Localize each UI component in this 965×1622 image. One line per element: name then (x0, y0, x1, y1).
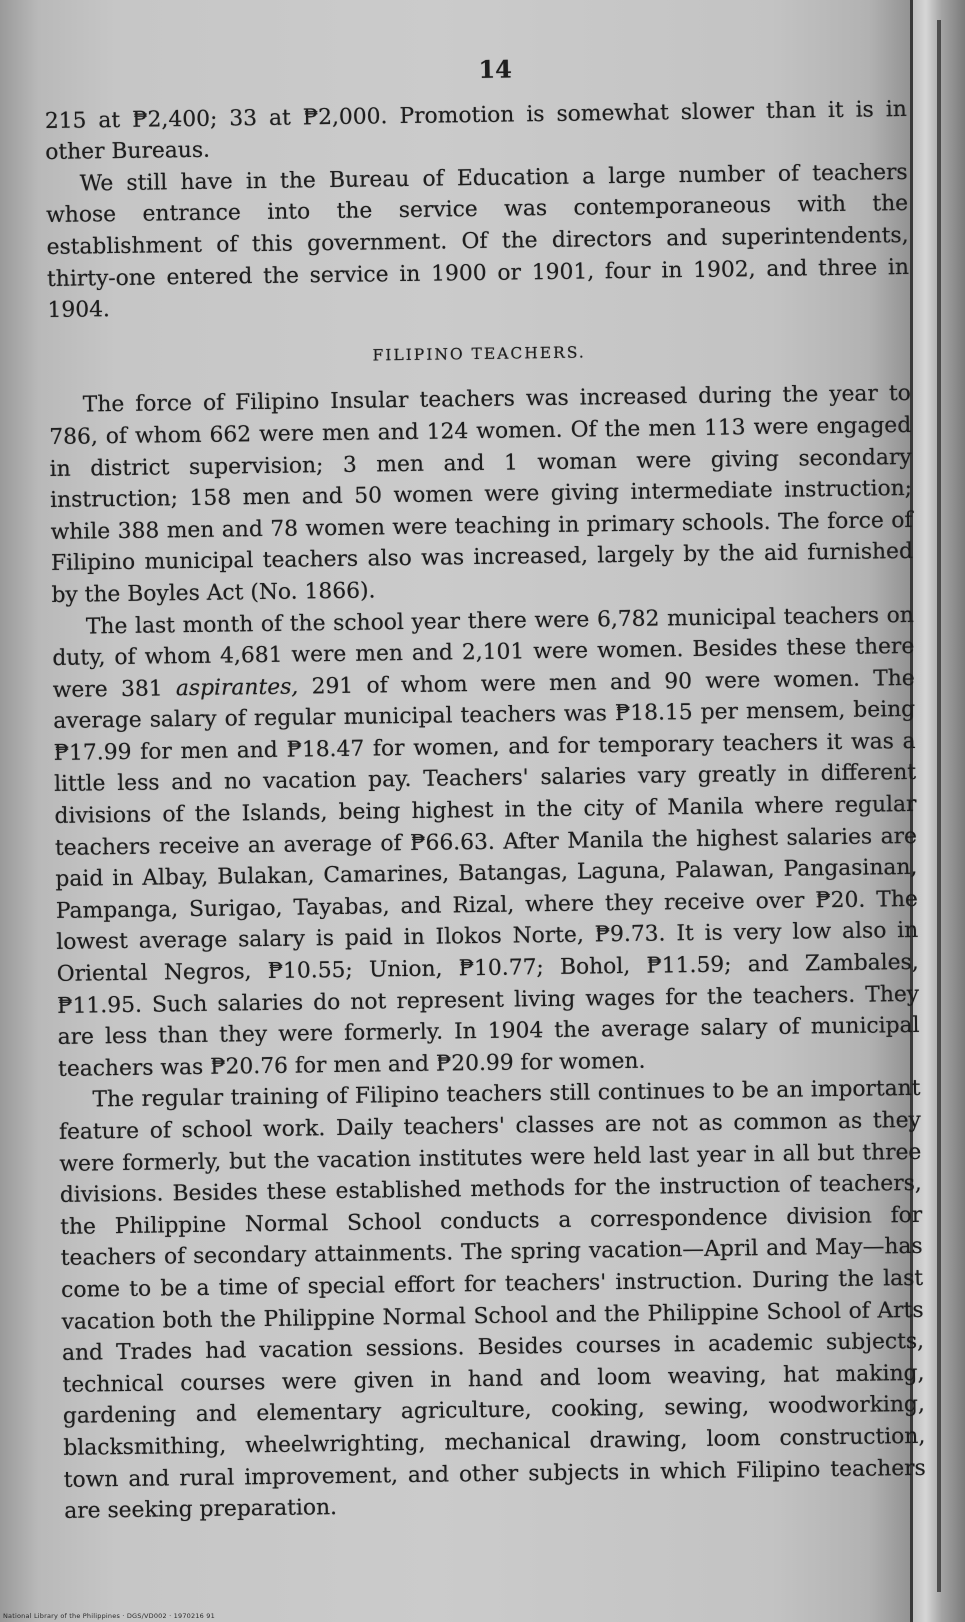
archive-footer-mark: National Library of the Philippines · DGS/VD002 · 1970216 91 (3, 1612, 215, 1620)
salaries-italic-term: aspirantes, (175, 674, 299, 701)
paragraph-teacher-force: The force of Filipino Insular teachers was increased during the year to 786, of whom 662 were men and 124 women. Of the men 113 were engaged in district supervision; 3 men and 1 woman were giving secondary instruction; 158 men and 50 women were giving intermediate instruction; while 388 men and 78 women were teaching in primary schools. The force of Filipino municipal teachers also was increased, largely by the aid furnished by the Boyles Act (No. 1866). (49, 381, 914, 608)
salaries-text-part-2: 291 of whom were men and 90 were women. The average salary of regular municipal teachers was ₱18.15 per mensem, being ₱17.99 for men and ₱18.47 for women, and for temporary teachers it was a little less and no vacation pay. Teachers' salaries vary greatly in different divisions of the Islands, being highest in the city of Manila where regular teachers receive an average of ₱66.63. After Manila the highest salaries are paid in Albay, Bulakan, Camarines, Batangas, Laguna, Palawan, Pangasinan, Pampanga, Surigao, Tayabas, and Rizal, where they receive over ₱20. The lowest average salary is paid in Ilokos Norte, ₱9.73. It is very low also in Oriental Negros, ₱10.55; Union, ₱10.77; Bohol, ₱11.59; and Zambales, ₱11.95. Such salaries do not represent living wages for the teachers. They are less than they were formerly. In 1904 the average salary of municipal teachers was ₱20.76 for men and ₱20.99 for women. (53, 665, 920, 1082)
paragraph-promotion: 215 at ₱2,400; 33 at ₱2,000. Promotion is somewhat slower than it is in other Bureaus. (44, 96, 907, 166)
paragraph-early-teachers: We still have in the Bureau of Education a large number of teachers whose entrance into the service was contemporaneous with the establishment of this government. Of the directors and superintendents, thirty-one entered the service in 1900 or 1901, four in 1902, and three in 1904. (46, 159, 910, 324)
section-heading: FILIPINO TEACHERS. (372, 343, 586, 365)
page-text-block (44, 48, 926, 1528)
paragraph-salaries (52, 599, 921, 1085)
salaries-text-part-1: The last month of the school year there were 6,782 municipal teachers on duty, of whom 4,681 were men and 2,101 were women. Besides these there were 381 (52, 602, 915, 703)
paragraph-training: The regular training of Filipino teachers still continues to be an important feature of school work. Daily teachers' classes are not as common as they were formerly, but the vacation institutes were held last year in all but three divisions. Besides these established methods for the instruction of teachers, the Philippine Normal School conducts a correspondence division for teachers of secondary attainments. The spring vacation—April and May—has come to be a time of special effort for teachers' instruction. During the last vacation both the Philippine Normal School and the Philippine School of Arts and Trades had vacation sessions. Besides courses in academic subjects, technical courses were given in hand and loom weaving, hat making, gardening and elementary agriculture, cooking, sewing, woodworking, blacksmithing, wheelwrighting, mechanical drawing, loom construction, town and rural improvement, and other subjects in which Filipino teachers are seeking preparation. (58, 1076, 926, 1524)
spine-shadow-line (937, 20, 941, 1592)
page-number: 14 (478, 54, 513, 84)
